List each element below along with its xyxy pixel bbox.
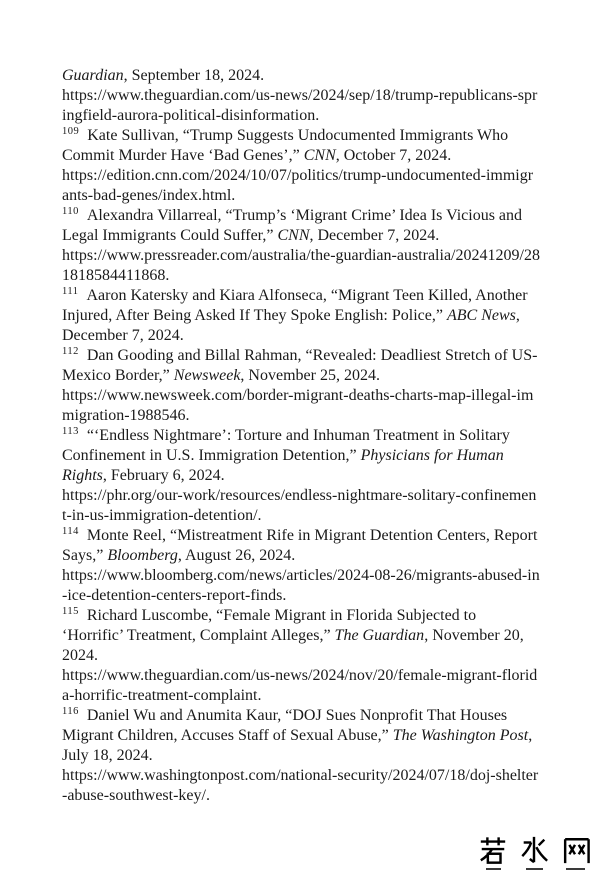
publication-name: Bloomberg [107, 547, 178, 564]
citation-text: , December 7, 2024. [62, 307, 520, 344]
publication-name: Physicians for Human Rights [62, 447, 504, 484]
footnote-114 [62, 526, 540, 606]
citation-text: Dan Gooding and Billal Rahman, “Revealed: Deadliest Stretch of US-Mexico Border,” [62, 347, 538, 384]
footnote-number: 116 [62, 706, 79, 717]
citation-text: Monte Reel, “Mistreatment Rife in Migrant Detention Centers, Report Says,” [62, 527, 538, 564]
watermark-char-wang [559, 835, 591, 871]
citation-text: , November 20, 2024. [62, 627, 524, 664]
citation-text: , November 25, 2024. [240, 367, 380, 384]
footnote-113 [62, 426, 540, 526]
ruo-character-glyph [478, 835, 508, 865]
footnote-115 [62, 606, 540, 706]
publication-name: The Washington Post [392, 727, 529, 744]
watermark-subtext [566, 868, 585, 871]
footnote-109 [62, 126, 540, 206]
publication-name: Guardian [62, 67, 124, 84]
citation-text: , October 7, 2024. [335, 147, 452, 164]
footnote-116 [62, 706, 540, 806]
watermark-char-ruo [477, 835, 509, 871]
citation-text: Aaron Katersky and Kiara Alfonseca, “Migrant Teen Killed, Another Injured, After Being Asked If They Spoke English: Police,” [62, 287, 528, 324]
citation-text: , February 6, 2024. [102, 467, 225, 484]
footnote-110 [62, 206, 540, 286]
citation-text: Kate Sullivan, “Trump Suggests Undocumented Immigrants Who Commit Murder Have ‘Bad Genes’,” [62, 127, 509, 164]
citation-text: , July 18, 2024. [62, 727, 533, 764]
footnote-url: https://www.theguardian.com/us-news/2024/nov/20/female-migrant-florida-horrific-treatment-complaint. [62, 667, 538, 704]
publication-name: CNN [303, 147, 336, 164]
footnote-url: https://edition.cnn.com/2024/10/07/politics/trump-undocumented-immigrants-bad-genes/index.html. [62, 167, 534, 204]
citation-text: Richard Luscombe, “Female Migrant in Florida Subjected to ‘Horrific’ Treatment, Complaint Alleges,” [62, 607, 477, 644]
footnote-number: 115 [62, 606, 79, 617]
watermark-logo [477, 835, 591, 871]
footnote-continuation [62, 66, 540, 126]
endnotes-list [62, 66, 540, 806]
footnote-number: 110 [62, 206, 79, 217]
footnote-number: 113 [62, 426, 79, 437]
watermark-char-shui [518, 835, 550, 871]
footnote-number: 112 [62, 346, 79, 357]
footnote-url: https://www.washingtonpost.com/national-security/2024/07/18/doj-shelter-abuse-southwest-key/. [62, 767, 539, 804]
citation-text: Alexandra Villarreal, “Trump’s ‘Migrant Crime’ Idea Is Vicious and Legal Immigrants Could Suffer,” [62, 207, 523, 244]
footnote-url: https://phr.org/our-work/resources/endless-nightmare-solitary-confinement-in-us-immigration-detention/. [62, 487, 537, 524]
wang-character-glyph [560, 835, 590, 865]
citation-text: , December 7, 2024. [309, 227, 440, 244]
publication-name: ABC News [446, 307, 516, 324]
footnote-url: https://www.newsweek.com/border-migrant-deaths-charts-map-illegal-immigration-1988546. [62, 387, 534, 424]
footnote-number: 111 [62, 286, 79, 297]
publication-name: CNN [277, 227, 310, 244]
footnote-url: https://www.bloomberg.com/news/articles/2024-08-26/migrants-abused-in-ice-detention-centers-report-finds. [62, 567, 540, 604]
publication-name: Newsweek [173, 367, 241, 384]
watermark-subtext [526, 868, 543, 871]
publication-name: The Guardian [334, 627, 425, 644]
citation-text: Daniel Wu and Anumita Kaur, “DOJ Sues Nonprofit That Houses Migrant Children, Accuses Staff of Sexual Abuse,” [62, 707, 508, 744]
footnote-url: https://www.pressreader.com/australia/the-guardian-australia/20241209/281818584411868. [62, 247, 540, 284]
footnote-111 [62, 286, 540, 346]
citation-text: , September 18, 2024. [123, 67, 265, 84]
footnote-url: https://www.theguardian.com/us-news/2024/sep/18/trump-republicans-springfield-aurora-political-disinformation. [62, 87, 538, 124]
shui-character-glyph [519, 835, 549, 865]
citation-text: , August 26, 2024. [177, 547, 296, 564]
footnote-number: 109 [62, 126, 80, 137]
footnote-number: 114 [62, 526, 79, 537]
watermark-subtext [486, 868, 501, 871]
citation-text: “‘Endless Nightmare’: Torture and Inhuman Treatment in Solitary Confinement in U.S. Immigration Detention,” [62, 427, 510, 464]
footnote-112 [62, 346, 540, 426]
